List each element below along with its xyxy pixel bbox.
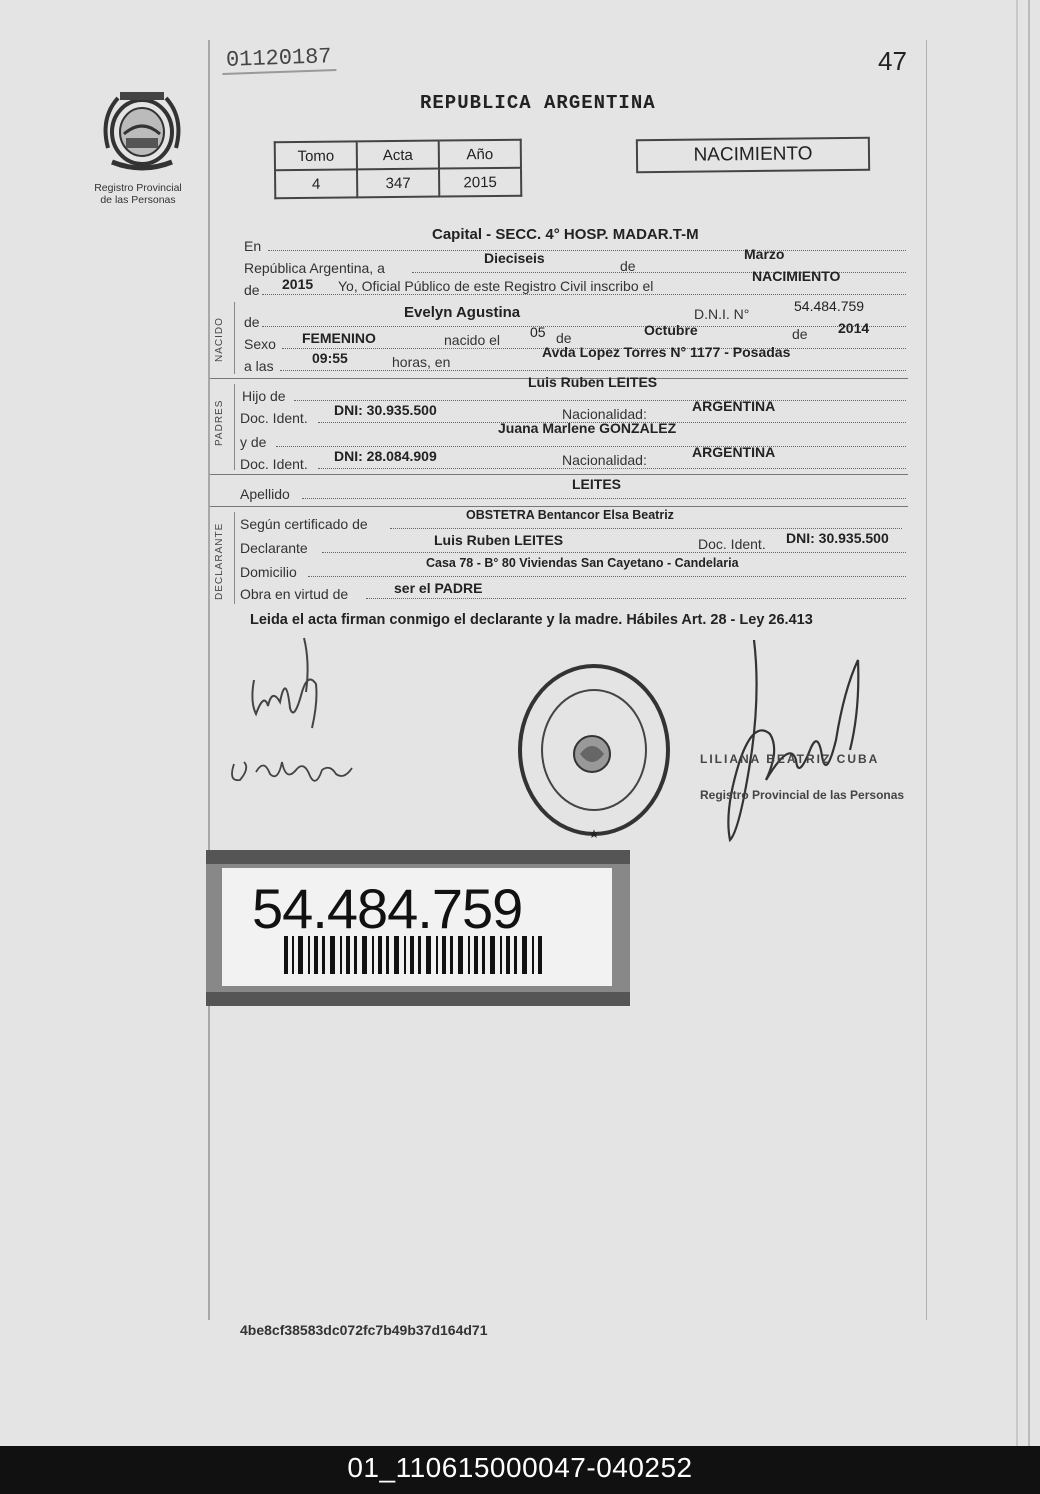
registry-header-ano: Año [439, 140, 521, 169]
section-rule [210, 474, 908, 475]
registry-acta-value: 347 [357, 169, 439, 198]
label-y-de: y de [240, 434, 267, 450]
label-nacido-el: nacido el [444, 332, 501, 348]
act-inscription: NACIMIENTO [752, 268, 841, 284]
label-dni: D.N.I. N° [694, 306, 750, 322]
birth-day: 05 [530, 324, 546, 340]
sticker-dni-number: 54.484.759 [252, 877, 523, 940]
label-oficial: Yo, Oficial Público de este Registro Civil inscribo el [338, 278, 654, 294]
serial-number: 01120187 [222, 44, 336, 75]
label-sexo: Sexo [244, 336, 276, 352]
birth-time: 09:55 [312, 350, 348, 366]
dotted-line [390, 528, 902, 529]
scan-edge-line [1016, 0, 1018, 1446]
mother-nationality: ARGENTINA [692, 444, 776, 460]
coat-of-arms-icon [98, 88, 186, 172]
declarant-doc: DNI: 30.935.500 [786, 530, 889, 546]
label-obra: Obra en virtud de [240, 586, 349, 602]
birth-year: 2014 [838, 320, 870, 336]
label-de-year: de [792, 326, 808, 342]
birth-place: Avda Lopez Torres N° 1177 - Posadas [542, 344, 791, 360]
child-sex: FEMENINO [302, 330, 376, 346]
scan-id-bar: 01_110615000047-040252 [0, 1446, 1040, 1494]
label-nacionalidad: Nacionalidad: [562, 406, 647, 422]
page-number: 47 [878, 46, 907, 76]
closing-statement: Leida el acta firman conmigo el declarante y la madre. Hábiles Art. 28 - Ley 26.413 [250, 612, 813, 628]
document-hash: 4be8cf38583dc072fc7b49b37d164d71 [240, 1322, 488, 1338]
document-title: REPUBLICA ARGENTINA [420, 92, 656, 114]
label-domicilio: Domicilio [240, 564, 297, 580]
section-divider [234, 384, 235, 470]
label-horas: horas, en [392, 354, 451, 370]
label-en: En [244, 238, 262, 254]
section-rule [210, 506, 908, 507]
section-label-nacido: NACIDO [214, 317, 225, 362]
label-de-month: de [556, 330, 572, 346]
label-certificado: Según certificado de [240, 516, 368, 532]
label-doc-ident: Doc. Ident. [240, 410, 308, 426]
label-doc-ident: Doc. Ident. [240, 456, 308, 472]
section-label-declarante: DECLARANTE [214, 522, 225, 600]
child-name: Evelyn Agustina [404, 304, 521, 321]
act-month: Marzo [744, 246, 785, 262]
dotted-line [318, 468, 906, 469]
officer-office: Registro Provincial de las Personas [700, 788, 905, 802]
registry-ano-value: 2015 [439, 168, 521, 197]
birth-month: Octubre [644, 322, 698, 338]
label-declarante: Declarante [240, 540, 308, 556]
registry-header-acta: Acta [357, 141, 439, 170]
registry-tomo-value: 4 [275, 169, 357, 198]
father-doc: DNI: 30.935.500 [334, 402, 437, 418]
svg-text:★: ★ [588, 827, 600, 841]
dotted-line [366, 598, 906, 599]
act-place: Capital - SECC. 4° HOSP. MADAR.T-M [432, 226, 699, 243]
section-divider [234, 302, 235, 374]
official-stamp-icon [516, 662, 672, 842]
label-de-year: de [244, 282, 260, 298]
certificate-issuer: OBSTETRA Bentancor Elsa Beatriz [466, 508, 674, 522]
scan-edge-line [1028, 0, 1030, 1446]
right-margin-line [926, 40, 927, 1320]
label-republica: República Argentina, a [244, 260, 385, 276]
label-hijo-de: Hijo de [242, 388, 286, 404]
father-name: Luis Ruben LEITES [528, 374, 658, 390]
dotted-line [302, 498, 906, 499]
dotted-line [262, 294, 906, 295]
label-apellido: Apellido [240, 486, 290, 502]
label-de: de [620, 258, 636, 274]
signature-icon [220, 632, 380, 802]
mother-doc: DNI: 28.084.909 [334, 448, 437, 464]
registry-table [274, 139, 523, 200]
registry-caption: Registro Provincial de las Personas [94, 182, 182, 206]
act-year: 2015 [282, 276, 314, 292]
act-day: Dieciseis [484, 250, 545, 266]
registry-header-tomo: Tomo [275, 141, 357, 170]
dotted-line [308, 576, 906, 577]
label-doc-ident: Doc. Ident. [698, 536, 766, 552]
child-dni: 54.484.759 [794, 298, 865, 314]
mother-name: Juana Marlene GONZALEZ [498, 420, 677, 436]
dotted-line [322, 552, 906, 553]
dotted-line [294, 400, 906, 401]
father-nationality: ARGENTINA [692, 398, 776, 414]
section-label-padres: PADRES [214, 399, 225, 446]
label-nacionalidad: Nacionalidad: [562, 452, 647, 468]
officer-signature-icon [700, 630, 900, 860]
dotted-line [280, 370, 906, 371]
dotted-line [276, 446, 906, 447]
declarant-address: Casa 78 - B° 80 Viviendas San Cayetano - Candelaria [426, 556, 739, 570]
act-type-box: NACIMIENTO [636, 137, 870, 173]
label-de: de [244, 314, 260, 330]
label-a-las: a las [244, 358, 274, 374]
left-margin-line [208, 40, 210, 1320]
officer-name: LILIANA BEATRIZ CUBA [700, 752, 880, 766]
declarant-capacity: ser el PADRE [394, 580, 483, 596]
dotted-line [262, 326, 906, 327]
surname: LEITES [572, 476, 622, 492]
dotted-line [268, 250, 906, 251]
declarant-name: Luis Ruben LEITES [434, 532, 564, 548]
section-divider [234, 512, 235, 604]
